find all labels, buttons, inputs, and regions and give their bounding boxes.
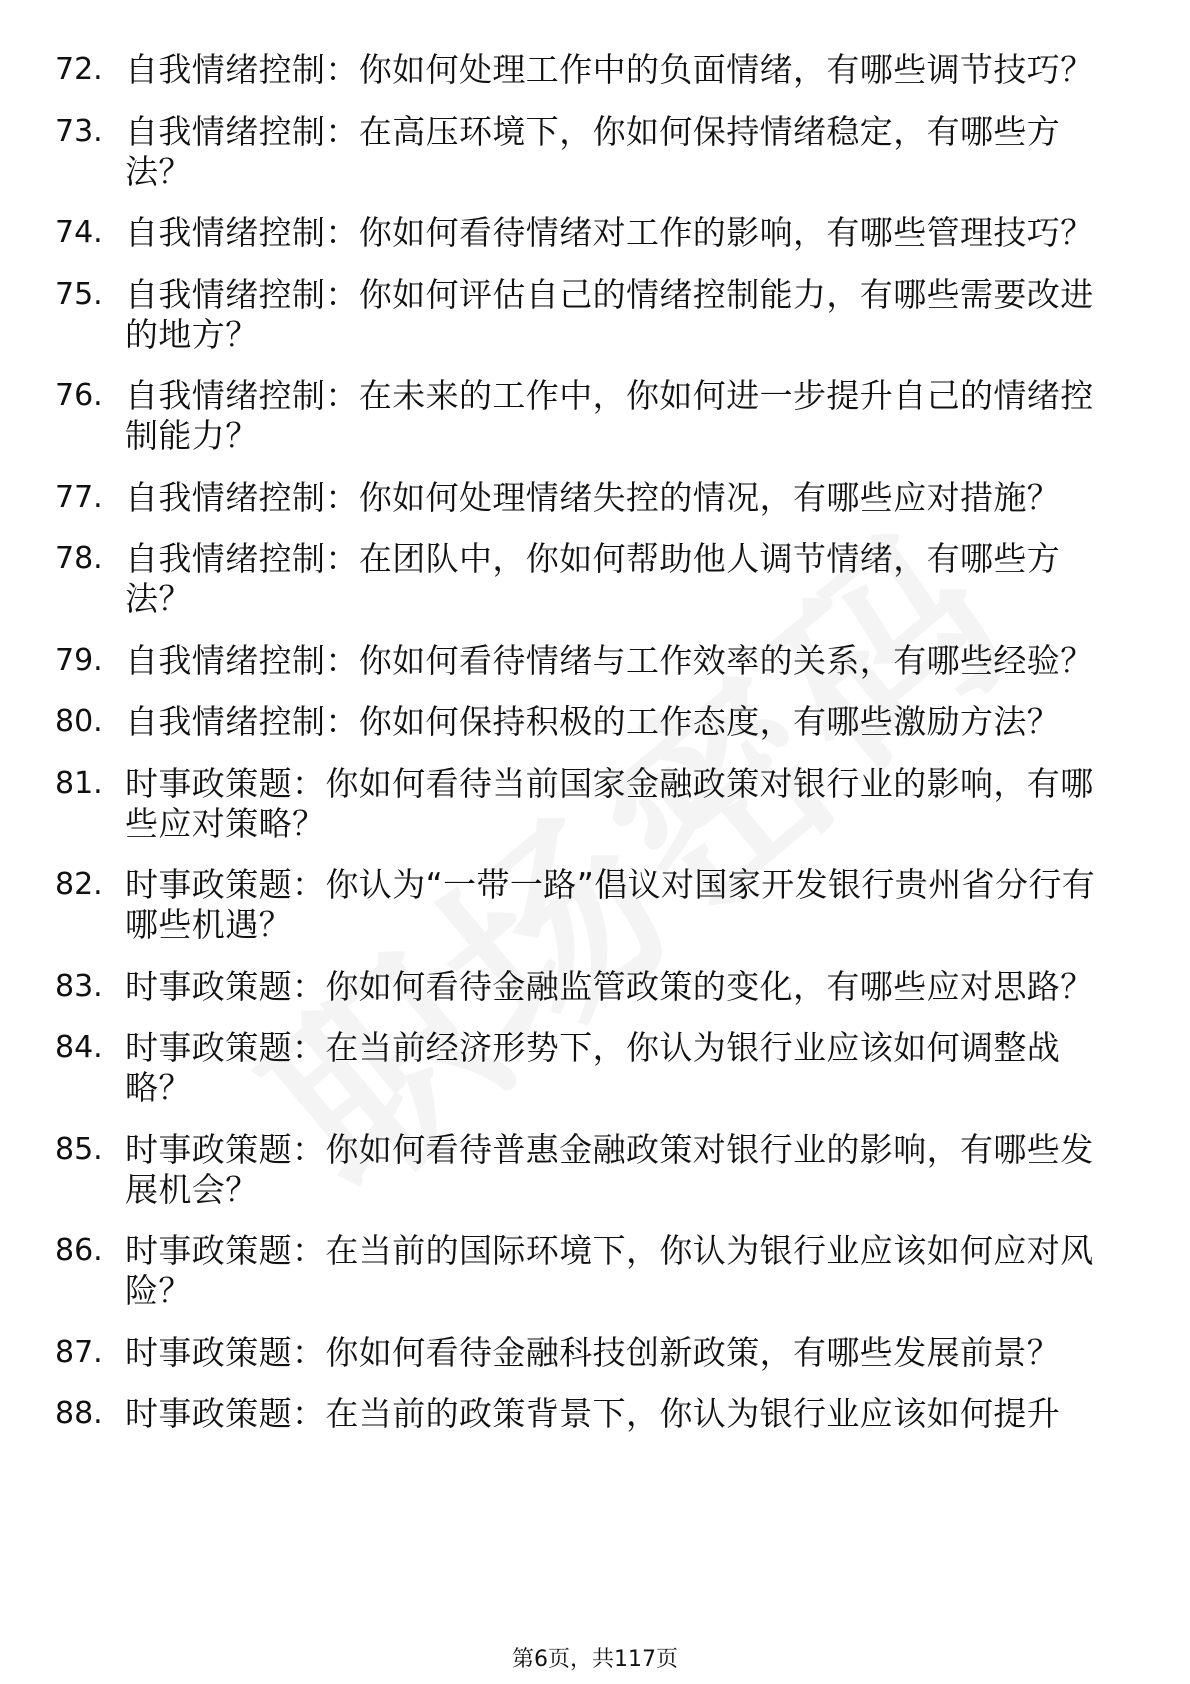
question-number: 73. <box>55 113 103 149</box>
question-item <box>55 764 1135 844</box>
question-number: 76. <box>55 378 103 413</box>
question-item <box>55 50 1135 90</box>
question-number: 82. <box>55 867 103 902</box>
question-text: 时事政策题：在当前经济形势下，你认为银行业应该如何调整战略？ <box>125 1028 1061 1107</box>
question-number: 88. <box>55 1396 103 1431</box>
question-text: 自我情绪控制：你如何保持积极的工作态度，有哪些激励方法？ <box>125 702 1061 741</box>
question-item <box>55 1394 1135 1434</box>
question-number: 72. <box>55 52 103 87</box>
question-item <box>55 275 1135 355</box>
question-number: 81. <box>55 765 103 801</box>
question-number: 78. <box>55 541 103 576</box>
question-number: 74. <box>55 215 103 250</box>
question-text: 自我情绪控制：在团队中，你如何帮助他人调节情绪，有哪些方法？ <box>125 539 1061 618</box>
question-text: 自我情绪控制：你如何看待情绪与工作效率的关系，有哪些经验？ <box>125 640 1094 680</box>
question-text: 时事政策题：你认为“一带一路”倡议对国家开发银行贵州省分行有哪些机遇？ <box>125 865 1096 944</box>
question-item <box>55 702 1135 742</box>
question-item <box>55 478 1135 518</box>
question-number: 85. <box>55 1131 103 1167</box>
question-number: 84. <box>55 1030 103 1065</box>
question-text: 时事政策题：在当前的国际环境下，你认为银行业应该如何应对风险？ <box>125 1231 1094 1310</box>
question-item <box>55 1130 1135 1210</box>
question-number: 87. <box>55 1334 103 1370</box>
question-item <box>55 376 1135 456</box>
question-number: 79. <box>55 642 103 678</box>
question-text: 时事政策题：你如何看待当前国家金融政策对银行业的影响，有哪些应对策略？ <box>125 763 1094 843</box>
question-text: 时事政策题：你如何看待普惠金融政策对银行业的影响，有哪些发展机会？ <box>125 1129 1094 1209</box>
question-text: 时事政策题：你如何看待金融监管政策的变化，有哪些应对思路？ <box>125 966 1094 1006</box>
question-item <box>55 1333 1135 1373</box>
question-number: 77. <box>55 479 103 515</box>
question-text: 自我情绪控制：你如何评估自己的情绪控制能力，有哪些需要改进的地方？ <box>125 274 1094 354</box>
question-item <box>55 967 1135 1007</box>
question-text: 自我情绪控制：在高压环境下，你如何保持情绪稳定，有哪些方法？ <box>125 111 1061 191</box>
question-number: 80. <box>55 704 103 739</box>
question-item <box>55 1028 1135 1108</box>
question-item <box>55 641 1135 681</box>
question-text: 时事政策题：你如何看待金融科技创新政策，有哪些发展前景？ <box>125 1332 1061 1372</box>
question-text: 自我情绪控制：你如何处理情绪失控的情况，有哪些应对措施？ <box>125 477 1061 517</box>
question-number: 75. <box>55 276 103 312</box>
question-text: 自我情绪控制：在未来的工作中，你如何进一步提升自己的情绪控制能力？ <box>125 376 1094 455</box>
question-item <box>55 1231 1135 1311</box>
question-list <box>55 50 1135 1456</box>
question-item <box>55 539 1135 619</box>
question-number: 83. <box>55 968 103 1004</box>
question-item <box>55 213 1135 253</box>
question-text: 时事政策题：在当前的政策背景下，你认为银行业应该如何提升 <box>125 1394 1061 1433</box>
question-item <box>55 865 1135 945</box>
question-text: 自我情绪控制：你如何看待情绪对工作的影响，有哪些管理技巧？ <box>125 213 1094 252</box>
question-text: 自我情绪控制：你如何处理工作中的负面情绪，有哪些调节技巧？ <box>125 50 1094 89</box>
question-item <box>55 112 1135 192</box>
question-number: 86. <box>55 1233 103 1268</box>
page-footer: 第6页，共117页 <box>512 1647 678 1672</box>
